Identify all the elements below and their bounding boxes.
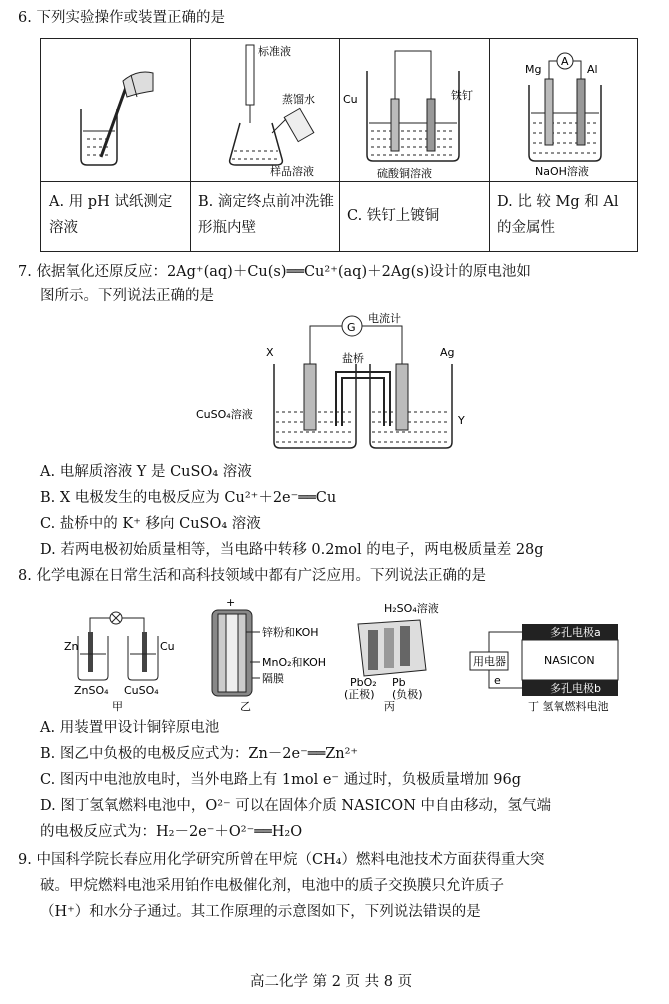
q7-option-c: C. 盐桥中的 K⁺ 移向 CuSO₄ 溶液	[40, 516, 261, 532]
q8-figure-jia	[64, 612, 175, 713]
q7-cuso4-label: CuSO₄溶液	[196, 408, 253, 421]
q8-bing-pb: Pb	[392, 676, 406, 689]
q7-meter-label: 电流计	[368, 312, 401, 325]
q8-ding-e: e	[494, 674, 501, 687]
q8-jia-cu: Cu	[160, 640, 175, 653]
q8-option-d-cont: 的电极反应式为：H₂－2e⁻＋O²⁻══H₂O	[40, 824, 303, 840]
q8-bing-neg: (负极)	[392, 688, 423, 701]
q6-c-nail-label: 铁钉	[451, 89, 473, 102]
q6-d-mg-label: Mg	[525, 63, 542, 76]
q8-jia-caption: 甲	[112, 700, 123, 713]
q8-option-b: B. 图乙中负极的电极反应式为：Zn－2e⁻══Zn²⁺	[40, 746, 359, 762]
q7-option-b: B. X 电极发生的电极反应为 Cu²⁺＋2e⁻══Cu	[40, 490, 337, 506]
q7-figure	[190, 308, 490, 458]
q8-yi-caption: 乙	[240, 700, 251, 713]
q6-option-d: D. 比 较 Mg 和 Al 的金属性	[497, 194, 619, 236]
q6-d-al-label: Al	[587, 63, 598, 76]
q8-option-c: C. 图丙中电池放电时，当外电路上有 1mol e⁻ 通过时，负极质量增加 96g	[40, 772, 522, 788]
q6-d-meter-label: A	[561, 55, 569, 68]
q7-y-label: Y	[458, 414, 465, 427]
q7-option-a: A. 电解质溶液 Y 是 CuSO₄ 溶液	[40, 464, 252, 480]
q6-figure-c	[339, 39, 489, 181]
q8-option-a: A. 用装置甲设计铜锌原电池	[40, 720, 220, 736]
q9-line3: （H⁺）和水分子通过。其工作原理的示意图如下，下列说法错误的是	[40, 904, 481, 920]
q6-b-water-label: 蒸馏水	[282, 93, 315, 106]
q8-yi-label2: MnO₂和KOH	[262, 656, 327, 669]
q9-line2: 破。甲烷燃料电池采用铂作电极催化剂，电池中的质子交换膜只允许质子	[40, 878, 504, 894]
q8-bing-caption: 丙	[384, 700, 395, 713]
q8-figure-ding	[470, 624, 618, 713]
q7-x-label: X	[266, 346, 274, 359]
page-footer: 高二化学 第 2 页 共 8 页	[250, 974, 413, 990]
q7-ag-label: Ag	[440, 346, 455, 359]
q7-option-d: D. 若两电极初始质量相等，当电路中转移 0.2mol 的电子，两电极质量差 28g	[40, 542, 544, 558]
q6-b-sample-label: 样品溶液	[270, 165, 314, 178]
q8-option-d: D. 图丁氢氧燃料电池中，O²⁻ 可以在固体介质 NASICON 中自由移动，氢气端	[40, 798, 551, 814]
q8-ding-device: 用电器	[473, 655, 506, 668]
q8-bing-acid: H₂SO₄溶液	[384, 602, 439, 615]
q6-b-standard-label: 标准液	[258, 45, 291, 58]
q8-yi-label3: 隔膜	[262, 672, 284, 685]
q6-option-a: A. 用 pH 试纸测定溶液	[49, 194, 173, 236]
q7-g-label: G	[347, 321, 356, 334]
q6-figure-b	[190, 39, 339, 181]
q8-figure-bing	[344, 601, 439, 713]
q8-jia-zn: Zn	[64, 640, 79, 653]
q6-option-c: C. 铁钉上镀铜	[347, 208, 440, 224]
q8-ding-ea: 多孔电极a	[550, 626, 601, 639]
q8-yi-label1: 锌粉和KOH	[262, 626, 319, 639]
q6-title: 6. 下列实验操作或装置正确的是	[18, 10, 225, 26]
q6-c-solution-label: 硫酸铜溶液	[377, 167, 432, 180]
q8-jia-znso4: ZnSO₄	[74, 684, 109, 697]
q6-figure-a	[41, 39, 190, 181]
q8-bing-pbo2: PbO₂	[350, 676, 377, 689]
q7-stem-line2: 图所示。下列说法正确的是	[40, 288, 214, 304]
q8-yi-plus: +	[226, 596, 236, 609]
q6-d-solution-label: NaOH溶液	[535, 165, 589, 178]
q6-option-b: B. 滴定终点前冲洗锥形瓶内壁	[198, 194, 334, 236]
q8-title: 8. 化学电源在日常生活和高科技领域中都有广泛应用。下列说法正确的是	[18, 568, 486, 584]
q8-ding-eb: 多孔电极b	[550, 682, 601, 695]
q6-table	[40, 38, 638, 252]
q8-figures	[50, 592, 630, 714]
q7-stem-line1: 7. 依据氧化还原反应：2Ag⁺(aq)＋Cu(s)══Cu²⁺(aq)＋2Ag(s)设计的原电池如	[18, 264, 531, 280]
q8-ding-caption: 丁 氢氧燃料电池	[528, 700, 609, 713]
q8-ding-mid: NASICON	[544, 654, 595, 667]
q8-figure-yi	[212, 596, 326, 713]
q7-bridge-label: 盐桥	[342, 352, 364, 365]
q9-line1: 9. 中国科学院长春应用化学研究所曾在甲烷（CH₄）燃料电池技术方面获得重大突	[18, 852, 545, 868]
q6-figure-d	[489, 39, 637, 181]
q8-jia-cuso4: CuSO₄	[124, 684, 159, 697]
q6-c-cu-label: Cu	[343, 93, 358, 106]
q8-bing-pos: (正极)	[344, 688, 375, 701]
